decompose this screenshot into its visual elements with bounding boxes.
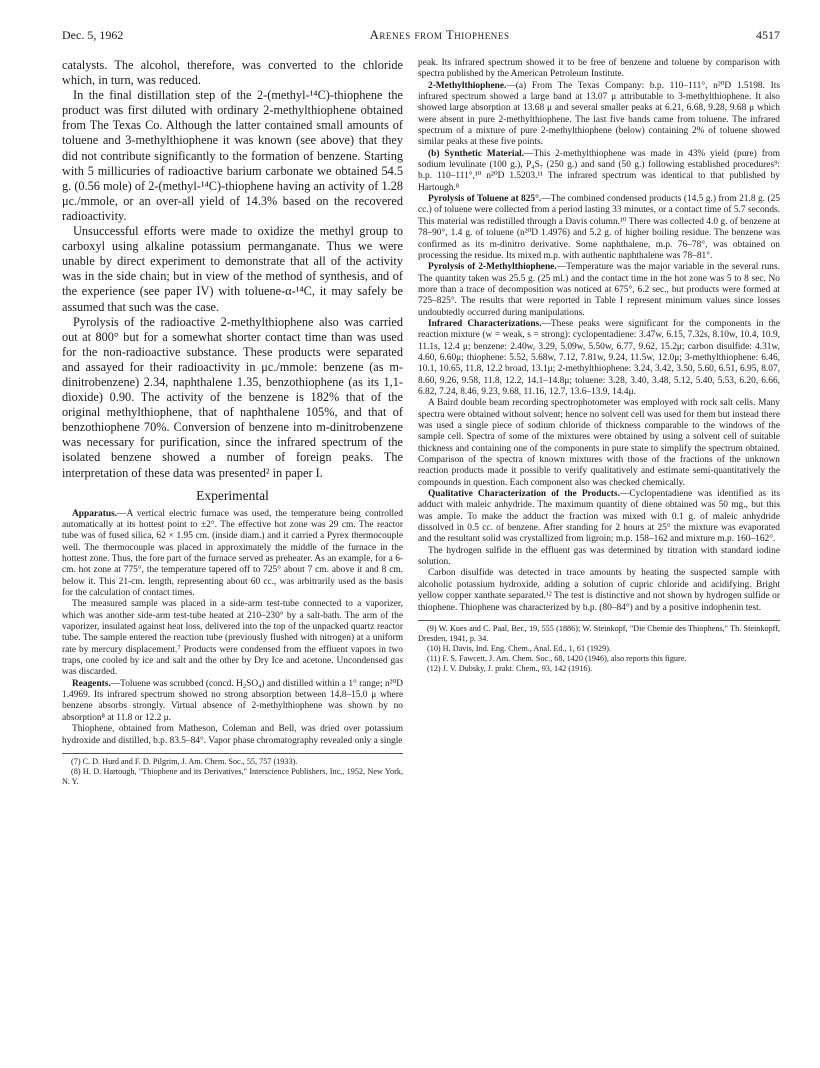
run-in-heading: Pyrolysis of Toluene at 825°. [428,194,542,205]
header-page-number: 4517 [755,28,780,42]
right-column [418,58,780,1048]
header-title: Arenes from Thiophenes [369,28,510,42]
paragraph-text: —These peaks were significant for the components in the reaction mixture (w = weak, s = strong): cyclopentadiene: 3.47w, 6.15, 7.32s, 8.10w, 10.4, 10.9, 11.1s, 12.4 μ; benzene: 2.40w, 3.29, 5.09w, 5.50w, 6.77, 9.62, 15.2μ; carbon disulfide: 4.31w, 4.60, 6.60μ; thiophene: 5.52, 5.68w, 7.12, 7.81w, 9.24, 11.5w, 12.0μ; 3-methylthiophene: 6.46, 10.1, 10.65, 11.8, 12.2 broad, 13.1μ; 2-methylthiophene: 3.24, 3.42, 3.50, 5.60, 6.51, 6.95, 8.07, 8.60, 9.26, 9.58, 11.8, 12.2, 14.1–14.8μ; toluene: 3.28, 3.40, 3.48, 5.12, 5.40, 5.53, 6.20, 6.66, 6.82, 7.24, 8.46, 9.23, 9.68, 11.16, 12.7, 13.6–13.9, 14.4μ. [418,318,780,397]
left-footnotes [62,757,403,787]
left-column [62,58,403,1048]
footnote-rule [418,620,780,621]
paragraph-text: Carbon disulfide was detected in trace amounts by heating the suspected sample with alcoholic potassium hydroxide, adding a solution of cupric chloride and acidifying. Bright yellow copper xanthate separated.¹² The test is distinctive and not shown by hydrogen sulfide or thiophene. Thiophene was characterized by b.p. (80–84°) and by a positive indophenin test. [418,568,780,613]
body-paragraph: Pyrolysis of the radioactive 2-methylthiophene also was carried out at 800° but for a somewhat shorter contact time than was used for the non-radioactive substance. These products were separated and assayed for their radioactivity in μc./mmole: benzene (as m-dinitrobenzene) 2.34, naphthalene 1.35, benzothiophene (as its 1,1-dioxide) 0.90. The activity of the benzene is 182% that of the original methylthiophene, that of naphthalene 105%, and that of benzothiophene 70%. Conversion of benzene into m-dinitrobenzene was necessary for purification, since the infrared spectrum of the isolated benzene showed a number of foreign peaks. The interpretation of these data was presented² in paper I. [62,314,403,480]
run-in-heading: (b) Synthetic Material. [428,148,525,159]
experimental-paragraph [418,398,780,489]
paragraph-text: Thiophene, obtained from Matheson, Coleman and Bell, was dried over potassium hydroxide and distilled, b.p. 83.5–84°. Vapor phase chromatography revealed only a single [62,724,403,746]
experimental-paragraph [418,81,780,149]
experimental-paragraph [418,58,780,81]
right-footnotes [418,624,780,674]
run-in-heading: Reagents. [72,678,111,689]
paragraph-text: —Temperature was the major variable in the several runs. The quantity taken was 25.5 g. (25 ml.) and the contact time in the hot zone was 5 to 8 sec. No more than a trace of decomposition was noticed at 675°, 6.2 sec., but products were formed at 725–825°. The results that were reported in Table I represent minimum values since losses undoubtedly occurred during manipulations. [418,262,780,318]
experimental-paragraph [418,546,780,569]
experimental-paragraph [62,509,403,600]
experimental-paragraph [62,599,403,678]
experimental-paragraph [418,489,780,546]
body-paragraph: catalysts. The alcohol, therefore, was converted to the chloride which, in turn, was reduced. [62,58,403,88]
body-paragraph: Unsuccessful efforts were made to oxidize the methyl group to carboxyl using alkaline potassium permanganate. Thus we were unable by direct experiment to demonstrate that all of the activity was in the side chain; but in view of the method of synthesis, and of the experience (see paper IV) with toluene-α-¹⁴C, it may safely be assumed that such was the case. [62,224,403,314]
experimental-paragraph [418,262,780,319]
run-in-heading: Infrared Characterizations. [428,318,542,329]
right-experimental-text [418,58,780,614]
run-in-heading: 2-Methylthiophene. [428,80,507,91]
footnote: (9) W. Kues and C. Paal, Ber., 19, 555 (1886); W. Steinkopf, "Die Chemie des Thiophens," Th. Steinkopff, Dresden, 1941, p. 34. [418,623,780,643]
experimental-paragraph [62,724,403,747]
paragraph-text: peak. Its infrared spectrum showed it to be free of benzene and toluene by comparison with spectra published by the American Petroleum Institute. [418,58,780,80]
paragraph-text: —Toluene was scrubbed (concd. H₂SO₄) and distilled within a 1° range; n²⁰D 1.4969. Its infrared spectrum showed no strong absorption between 14.8–15.0 μ where benzene absorbs strongly. Virtual absence of 2-methylthiophene was shown by no absorption⁸ at 11.8 or 12.2 μ. [62,678,403,723]
paragraph-text: —This 2-methylthiophene was made in 43% yield (pure) from sodium levulinate (100 g.), P₄S₇ (250 g.) and sand (50 g.) following established procedures⁹: b.p. 110–111°,¹⁰ n²⁰D 1.5203.¹¹ The infrared spectrum was identical to that published by Hartough.⁸ [418,148,780,193]
body-paragraph: In the final distillation step of the 2-(methyl-¹⁴C)-thiophene the product was first diluted with ordinary 2-methylthiophene obtained from The Texas Co. Although the latter contained small amounts of toluene and 3-methylthiophene it was known (see above) that they did not contribute significantly to the formation of benzene. Starting with 5 millicuries of radioactive barium carbonate we obtained 54.5 g. (0.56 mole) of 2-(methyl-¹⁴C)-thiophene having an activity of 1.28 μc./mmole, or an over-all yield of 14.3% based on the recovered radioactivity. [62,88,403,223]
header-date: Dec. 5, 1962 [62,28,124,42]
paragraph-text: —The combined condensed products (14.5 g.) from 21.8 g. (25 cc.) of toluene were collected from a period lasting 33 minutes, or a contact time of 5.7 seconds. This material was redistilled through a Davis column.¹⁰ There was collected 4.0 g. of benzene at 78–90°, 1.4 g. of toluene (n²⁰D 1.4976) and 5.2 g. of higher boiling residue. The benzene was confirmed as its m-dinitro derivative. Some naphthalene, m.p. 76–78°, was obtained on processing the residue. Its mixed m.p. with authentic naphthalene was 78–81°. [418,194,780,261]
run-in-heading: Pyrolysis of 2-Methylthiophene. [428,262,557,273]
experimental-paragraph [418,149,780,194]
left-body-text [62,58,403,481]
run-in-heading: Apparatus. [72,508,118,519]
footnote: (11) F. S. Fawcett, J. Am. Chem. Soc., 68, 1420 (1946), also reports this figure. [427,653,687,663]
run-in-heading: Qualitative Characterization of the Products. [428,489,620,500]
paragraph-text: The measured sample was placed in a side-arm test-tube connected to a vaporizer, which was another side-arm test-tube heated at 210–230° by a salt-bath. The arm of the vaporizer, insulated against heat loss, delivered into the top of the unpacked quartz reactor tube. The sample entered the reaction tube (previously flushed with nitrogen) at a uniform rate by mercury displacement.⁷ Products were condensed from the effluent vapors in two traps, one cooled by ice and salt and the other by Dry Ice and acetone. Uncondensed gas was discarded. [62,599,403,678]
experimental-paragraph [418,194,780,262]
section-heading-experimental: Experimental [196,487,269,503]
footnote: (7) C. D. Hurd and F. D. Pilgrim, J. Am. Chem. Soc., 55, 757 (1933). [71,756,298,766]
paragraph-text: A Baird double beam recording spectrophotometer was employed with rock salt cells. Many spectra were obtained without solvent; hence no solvent cell was used for them but instead there was used a single piece of sodium chloride of thickness comparable to the windows of the sample cell. Spectra of some of the mixtures were obtained by using a solvent cell of suitable thickness and containing one of the components in pure state to simplify the spectrum obtained. Comparison of the spectra of known mixtures with those of the fractions of the unknown reaction products made it possible to verify qualitatively and estimate semi-quantitatively the compounds in question. Each component also was checked chemically. [418,398,780,488]
left-experimental-text [62,509,403,747]
experimental-paragraph [418,568,780,613]
paragraph-text: —(a) From The Texas Company: b.p. 110–111°, n²⁰D 1.5198. Its infrared spectrum showed a large band at 13.07 μ attributable to 3-methylthiophene. It also showed large absorption at 13.68 μ and several smaller peaks at 6.21, 6.68, 9.28, 9.68 μ which were absent in pure 2-methylthiophene. The last five bands came from toluene. The infrared spectrum of a mixture of pure 2-methylthiophene (below) containing 2% of toluene showed similar peaks at these five points. [418,80,780,148]
footnote-rule [62,753,403,754]
paragraph-text: —A vertical electric furnace was used, the temperature being controlled automatically at its hottest point to ±2°. The effective hot zone was 29 cm. The reactor tube was of fused silica, 62 × 1.95 cm. (inside diam.) and it carried a Pyrex thermocouple well. The thermocouple was placed in approximately the middle of the furnace in the hottest zone. Thus, the fore part of the furnace served as preheater. As an example, for a 6-cm. hot zone at 775°, the temperature tapered off to 725° about 7 cm. above it and 8 cm. below it. This 21-cm. length, representing about 60 cc., was arbitrarily used as the basis for the calculation of contact times. [62,508,403,599]
running-header [62,28,780,48]
footnote: (12) J. V. Dubsky, J. prakt. Chem., 93, 142 (1916). [427,663,593,673]
experimental-paragraph [62,679,403,724]
experimental-paragraph [418,319,780,398]
paragraph-text: The hydrogen sulfide in the effluent gas was determined by titration with standard iodine solution. [418,545,780,568]
paragraph-text: —Cyclopentadiene was identified as its adduct with maleic anhydride. The maximum quantity of diene obtained was 50 mg., but this was ample. To make the adduct the fraction was mixed with 0.1 g. of maleic anhydride dissolved in 0.5 cc. of benzene. After standing for 2 hours at 25° the mixture was evaporated and the resultant solid was crystallized from ligroin; m.p. 158–162 and mixture m.p. 160–162°. [418,489,780,545]
footnote: (10) H. Davis, Ind. Eng. Chem., Anal. Ed., 1, 61 (1929). [427,643,611,653]
footnote: (8) H. D. Hartough, "Thiophene and its Derivatives," Interscience Publishers, Inc., 1952, New York, N. Y. [62,766,403,786]
